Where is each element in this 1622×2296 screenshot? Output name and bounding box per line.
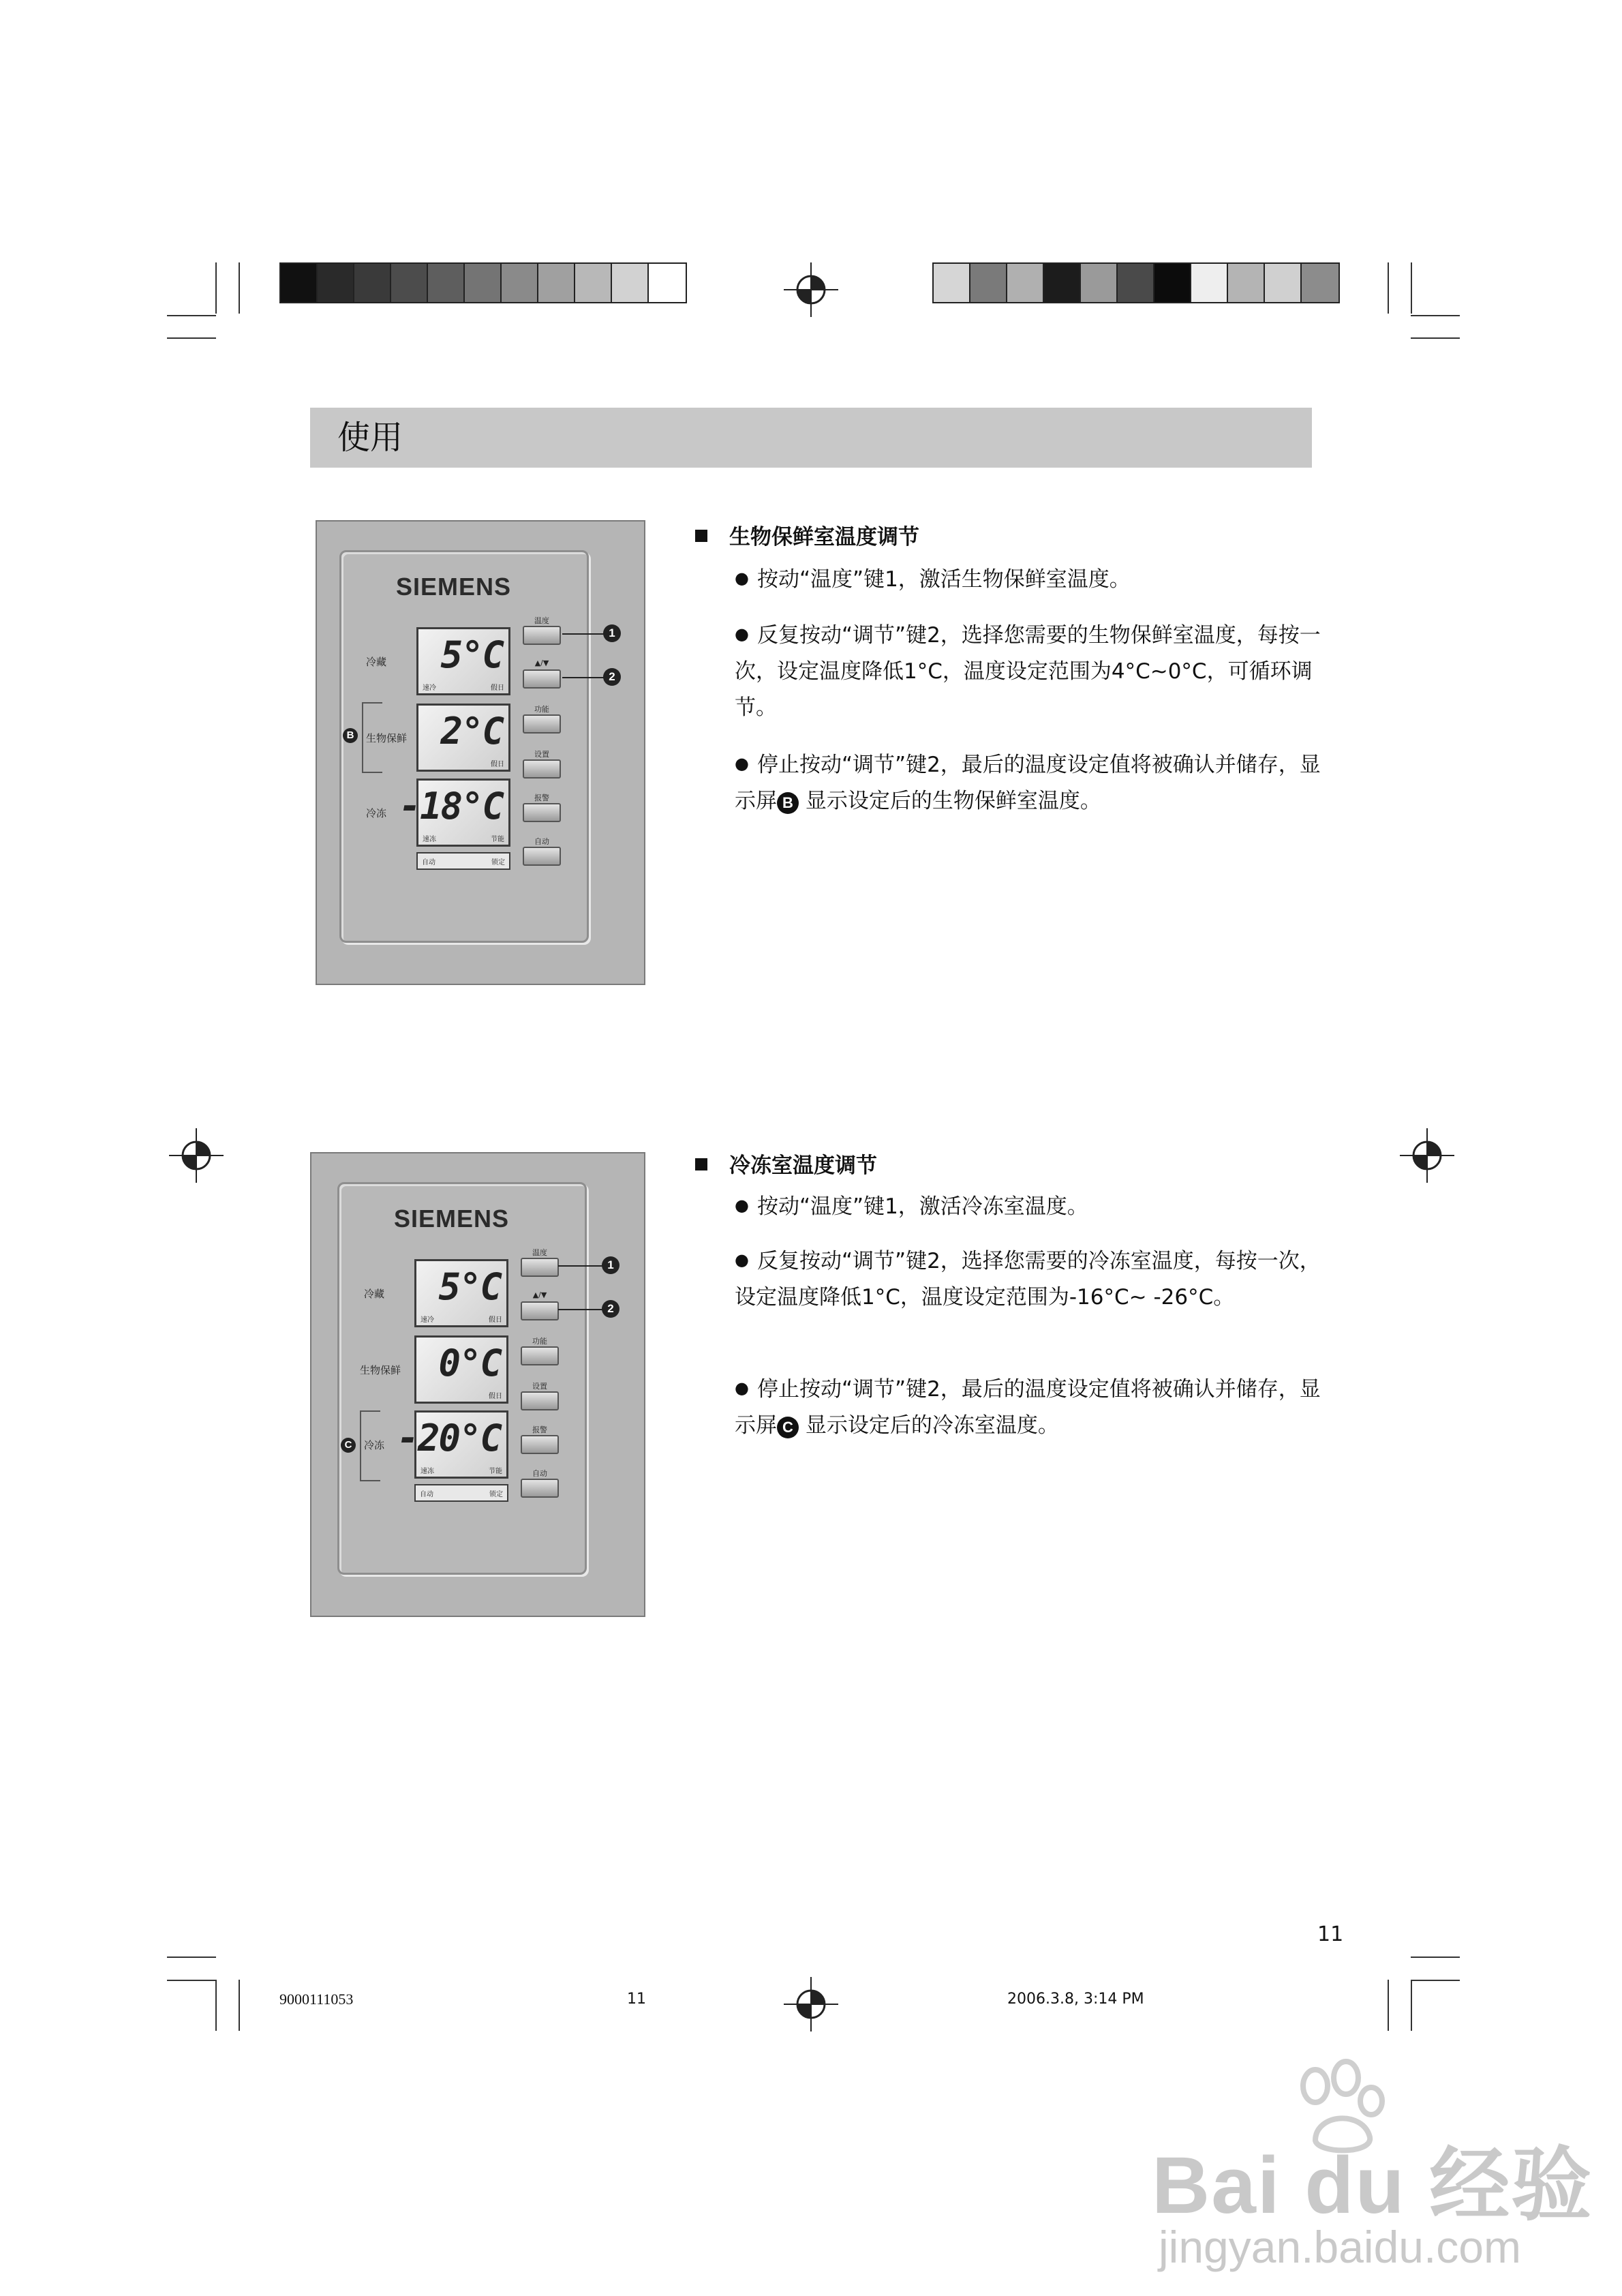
color-swatch [281, 264, 318, 302]
bullet-paragraph [735, 616, 1321, 726]
zone-label-biofresh: 生物保鲜 [366, 732, 408, 744]
display-letter-badge: C [777, 1417, 799, 1438]
zone-label-biofresh: 生物保鲜 [360, 1364, 401, 1376]
callout-line [562, 677, 605, 678]
section-heading-text: 冷冻室温度调节 [729, 1153, 877, 1178]
watermark-url: jingyan.baidu.com [1159, 2222, 1521, 2272]
callout-2-badge: 2 [603, 668, 621, 686]
color-swatch [1081, 264, 1118, 302]
bullet-dot-icon: ● [735, 624, 749, 644]
bullet-dot-icon: ● [735, 1378, 749, 1398]
color-swatch [1228, 264, 1265, 302]
lcd-biofresh [416, 704, 510, 772]
brand-logo: SIEMENS [394, 1205, 510, 1233]
lcd-value: 2°C [440, 710, 503, 753]
lcd-biofresh [414, 1335, 508, 1404]
function-button[interactable] [521, 1346, 559, 1365]
alarm-button[interactable] [521, 1435, 559, 1454]
section-heading-text: 生物保鲜室温度调节 [729, 525, 919, 549]
crop-mark [167, 1957, 216, 1958]
button-label: 报警 [534, 794, 549, 802]
callout-1-badge: 1 [602, 1256, 619, 1274]
lock-label: 锁定 [491, 859, 505, 866]
crop-mark [1388, 262, 1389, 314]
lcd-sub-left: 速冷 [423, 684, 436, 692]
lcd-value: -18°C [399, 785, 503, 828]
lcd-sub-right: 假日 [489, 1393, 502, 1400]
color-swatch [391, 264, 428, 302]
color-swatch [1265, 264, 1302, 302]
callout-2-badge: 2 [602, 1300, 619, 1318]
auto-label: 自动 [420, 1491, 433, 1498]
crop-mark [1411, 337, 1460, 339]
footer-datetime: 2006.3.8, 3:14 PM [1007, 1991, 1144, 2008]
display-letter-badge: B [777, 792, 799, 814]
section-title: 使用 [337, 419, 403, 457]
crop-mark [167, 1980, 216, 1981]
lcd-sub-right: 假日 [491, 761, 504, 768]
color-swatch [1154, 264, 1191, 302]
lcd-sub-left: 速冷 [420, 1316, 434, 1324]
square-bullet-icon [695, 1158, 707, 1170]
zone-label-fridge: 冷藏 [366, 656, 387, 668]
bullet-text: 停止按动“调节”键2，最后的温度设定值将被确认并储存，显示屏 [735, 1377, 1321, 1438]
crop-mark [1411, 262, 1412, 314]
zone-label-freezer: 冷冻 [366, 807, 387, 819]
bullet-text: 按动“温度”键1，激活生物保鲜室温度。 [756, 567, 1131, 592]
lcd-value: 5°C [440, 633, 503, 676]
bullet-text: 反复按动“调节”键2，选择您需要的冷冻室温度，每按一次，设定温度降低1°C，温度设定范围为-16°C~ -26°C。 [735, 1249, 1321, 1310]
crop-mark [1411, 1980, 1460, 1981]
lcd-value: -20°C [397, 1417, 501, 1460]
lcd-sub-left: 速冻 [420, 1468, 434, 1475]
color-swatch [502, 264, 538, 302]
bullet-text: 反复按动“调节”键2，选择您需要的生物保鲜室温度，每按一次，设定温度降低1°C，温度设定范围为4°C~0°C，可循环调节。 [735, 623, 1321, 720]
zone-label-fridge: 冷藏 [364, 1288, 385, 1300]
auto-lock-box [414, 1484, 508, 1502]
auto-lock-box [416, 852, 510, 870]
zone-letter-badge: C [341, 1438, 356, 1453]
color-swatch [575, 264, 612, 302]
alarm-button[interactable] [523, 803, 561, 822]
adjust-button[interactable] [523, 669, 561, 689]
callout-line [562, 633, 605, 635]
footer-page: 11 [627, 1991, 646, 2008]
button-label: 自动 [534, 837, 549, 846]
color-swatch [649, 264, 686, 302]
button-label: 温度 [534, 616, 549, 625]
setting-button[interactable] [521, 1391, 559, 1410]
lcd-value: 5°C [438, 1265, 501, 1308]
bullet-text: 停止按动“调节”键2，最后的温度设定值将被确认并储存，显示屏 [735, 753, 1321, 813]
button-label: 设置 [534, 750, 549, 759]
bullet-dot-icon: ● [735, 1196, 749, 1215]
auto-label: 自动 [422, 859, 435, 866]
color-swatch [612, 264, 649, 302]
color-swatch [428, 264, 465, 302]
section-title-bar [310, 408, 1312, 468]
button-label: 温度 [532, 1248, 547, 1257]
callout-line [558, 1309, 603, 1310]
color-swatch [538, 264, 575, 302]
temperature-button[interactable] [523, 626, 561, 645]
color-swatch [354, 264, 391, 302]
lcd-fridge [414, 1259, 508, 1327]
color-bar-left [279, 262, 687, 303]
color-swatch [1007, 264, 1044, 302]
crop-mark [215, 1980, 217, 2031]
watermark-brand: Bai du 经验 [1152, 2141, 1593, 2231]
lcd-sub-left: 速冻 [423, 836, 436, 843]
adjust-button[interactable] [521, 1301, 559, 1320]
footer-doc-code: 9000111053 [279, 1991, 354, 2008]
color-swatch [1118, 264, 1154, 302]
button-label: 功能 [532, 1337, 547, 1346]
section-heading [695, 519, 919, 550]
crop-mark [167, 315, 216, 316]
lcd-value: 0°C [438, 1342, 501, 1385]
control-panel-face [339, 550, 589, 943]
button-label: ▲/▼ [532, 1290, 547, 1299]
color-swatch [1191, 264, 1228, 302]
bullet-dot-icon: ● [735, 754, 749, 773]
auto-button[interactable] [523, 847, 561, 866]
auto-button[interactable] [521, 1479, 559, 1498]
bullet-text: 显示设定后的冷冻室温度。 [799, 1413, 1059, 1438]
crop-mark [239, 262, 240, 314]
lcd-sub-right: 节能 [491, 836, 504, 843]
button-label: 功能 [534, 705, 549, 714]
lcd-sub-right: 假日 [489, 1316, 502, 1324]
lcd-fridge [416, 627, 510, 695]
control-panel-illustration [310, 1152, 645, 1617]
page-number: 11 [1317, 1922, 1344, 1946]
crop-mark [167, 337, 216, 339]
color-swatch [465, 264, 502, 302]
color-swatch [318, 264, 354, 302]
color-swatch [970, 264, 1007, 302]
temperature-button[interactable] [521, 1258, 559, 1277]
lock-label: 锁定 [489, 1491, 503, 1498]
bullet-paragraph [735, 1242, 1321, 1316]
registration-mark-icon [784, 262, 838, 317]
registration-mark-icon [169, 1128, 224, 1183]
button-label: ▲/▼ [534, 659, 549, 667]
lcd-sub-right: 节能 [489, 1468, 502, 1475]
bullet-dot-icon: ● [735, 1250, 749, 1269]
crop-mark [1411, 315, 1460, 316]
bullet-text: 显示设定后的生物保鲜室温度。 [799, 789, 1101, 813]
bullet-text: 按动“温度”键1，激活冷冻室温度。 [756, 1194, 1088, 1219]
bullet-paragraph [735, 1370, 1321, 1444]
control-panel-illustration [316, 520, 645, 985]
bullet-paragraph [735, 560, 1321, 598]
zone-letter-badge: B [343, 728, 358, 743]
bullet-paragraph [735, 746, 1321, 819]
crop-mark [239, 1980, 240, 2031]
lcd-sub-right: 假日 [491, 684, 504, 692]
function-button[interactable] [523, 714, 561, 734]
button-label: 报警 [532, 1425, 547, 1434]
control-panel-face [337, 1182, 587, 1575]
bullet-paragraph [735, 1188, 1321, 1225]
color-swatch [1302, 264, 1338, 302]
registration-mark-icon [784, 1977, 838, 2031]
crop-mark [215, 262, 217, 314]
button-label: 自动 [532, 1469, 547, 1478]
crop-mark [1411, 1980, 1412, 2031]
zone-label-freezer: 冷冻 [364, 1439, 385, 1451]
crop-mark [1411, 1957, 1460, 1958]
button-label: 设置 [532, 1382, 547, 1391]
brand-logo: SIEMENS [396, 573, 512, 601]
color-bar-right [932, 262, 1340, 303]
color-swatch [1044, 264, 1081, 302]
crop-mark [1388, 1980, 1389, 2031]
lcd-freezer [397, 1410, 508, 1479]
square-bullet-icon [695, 530, 707, 542]
bullet-dot-icon: ● [735, 569, 749, 588]
color-swatch [934, 264, 970, 302]
section-heading [695, 1148, 877, 1179]
setting-button[interactable] [523, 759, 561, 779]
callout-1-badge: 1 [603, 624, 621, 642]
lcd-freezer [399, 779, 510, 847]
callout-line [558, 1265, 603, 1267]
registration-mark-icon [1400, 1128, 1454, 1183]
